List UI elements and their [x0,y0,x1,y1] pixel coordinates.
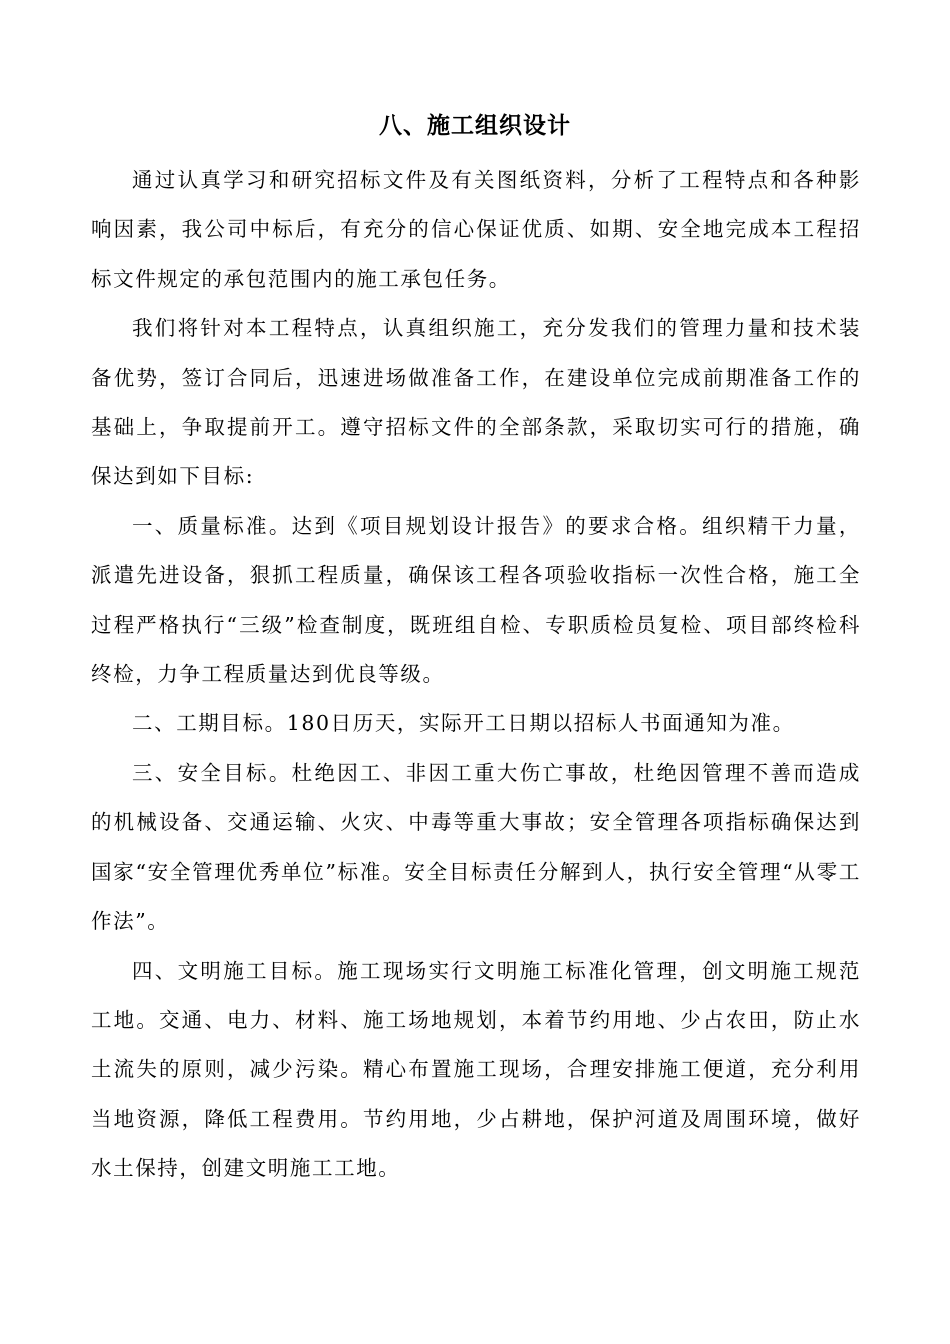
document-body [91,156,861,1194]
paragraph-intro: 通过认真学习和研究招标文件及有关图纸资料，分析了工程特点和各种影响因素，我公司中标后，有充分的信心保证优质、如期、安全地完成本工程招标文件规定的承包范围内的施工承包任务。 [91,168,861,291]
paragraph-schedule-target: 二、工期目标。180日历天，实际开工日期以招标人书面通知为准。 [132,711,795,736]
paragraph-civilized-construction-target: 四、文明施工目标。施工现场实行文明施工标准化管理，创文明施工规范工地。交通、电力、材料、施工场地规划，本着节约用地、少占农田，防止水土流失的原则，减少污染。精心布置施工现场，合理安排施工便道，充分利用当地资源，降低工程费用。节约用地，少占耕地，保护河道及周围环境，做好水土保持，创建文明施工工地。 [91,958,861,1181]
paragraph-quality-target: 一、质量标准。达到《项目规划设计报告》的要求合格。组织精干力量，派遣先进设备，狠抓工程质量，确保该工程各项验收指标一次性合格，施工全过程严格执行“三级”检查制度，既班组自检、专职质检员复检、项目部终检科终检，力争工程质量达到优良等级。 [91,513,861,687]
paragraph-commitment: 我们将针对本工程特点，认真组织施工，充分发我们的管理力量和技术装备优势，签订合同后，迅速进场做准备工作，在建设单位完成前期准备工作的基础上，争取提前开工。遵守招标文件的全部条款，采取切实可行的措施，确保达到如下目标: [91,316,861,489]
paragraph-safety-target: 三、安全目标。杜绝因工、非因工重大伤亡事故，杜绝因管理不善而造成的机械设备、交通运输、火灾、中毒等重大事故；安全管理各项指标确保达到国家“安全管理优秀单位”标准。安全目标责任分解到人，执行安全管理“从零工作法”。 [91,760,861,934]
document-title: 八、施工组织设计 [379,113,571,139]
